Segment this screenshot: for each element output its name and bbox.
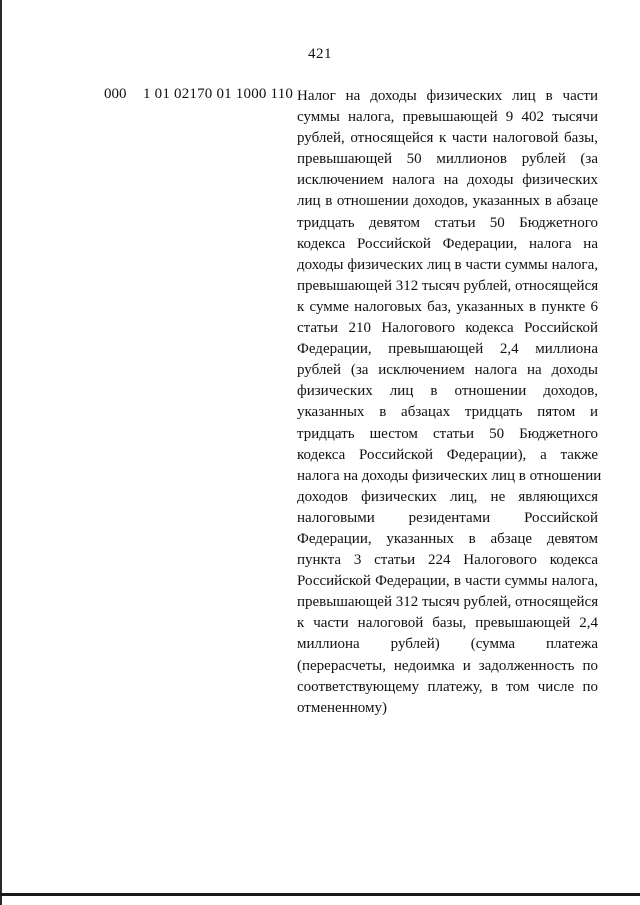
description-line: налога на доходы физических лиц в отношении <box>297 467 602 484</box>
description-line: превышающей 50 миллионов рублей (за <box>297 151 598 168</box>
description-line: доходы физических лиц в части суммы налога, <box>297 256 598 273</box>
description-line: тридцать шестом статьи 50 Бюджетного <box>297 425 598 442</box>
description-line: превышающей 312 тысяч рублей, относящейся <box>297 594 599 611</box>
income-description <box>297 86 602 719</box>
description-line: кодекса Российской Федерации), а также <box>297 446 598 463</box>
description-line: Налог на доходы физических лиц в части <box>297 88 598 104</box>
description-line: миллиона рублей) (сумма платежа <box>297 636 598 653</box>
description-line: рублей (за исключением налога на доходы <box>297 362 598 379</box>
description-line: физических лиц в отношении доходов, <box>297 383 598 400</box>
description-line: доходов физических лиц, не являющихся <box>297 488 598 505</box>
description-line: Федерации, указанных в абзаце девятом <box>297 530 598 547</box>
description-line: превышающей 312 тысяч рублей, относящейся <box>297 277 599 294</box>
description-line: пункта 3 статьи 224 Налогового кодекса <box>297 552 598 569</box>
description-line: отмененному) <box>297 699 387 716</box>
page-number: 421 <box>308 46 332 62</box>
description-line: исключением налога на доходы физических <box>297 172 598 189</box>
description-line: Российской Федерации, в части суммы налога, <box>297 573 598 590</box>
scan-left-edge <box>0 0 2 905</box>
budget-classification-code: 1 01 02170 01 1000 110 <box>143 86 294 102</box>
description-line: рублей, относящейся к части налоговой базы, <box>297 130 598 147</box>
description-line: к части налоговой базы, превышающей 2,4 <box>297 615 598 632</box>
description-line: соответствующему платежу, в том числе по <box>297 678 598 695</box>
administrator-code: 000 <box>104 86 127 102</box>
description-line: указанных в абзацах тридцать пятом и <box>297 404 598 421</box>
description-line: тридцать девятом статьи 50 Бюджетного <box>297 214 598 231</box>
description-line: (перерасчеты, недоимка и задолженность по <box>297 657 598 674</box>
description-line: кодекса Российской Федерации, налога на <box>297 235 598 252</box>
scan-bottom-edge <box>0 893 640 896</box>
description-line: Федерации, превышающей 2,4 миллиона <box>297 341 598 358</box>
description-line: суммы налога, превышающей 9 402 тысячи <box>297 109 598 126</box>
description-line: к сумме налоговых баз, указанных в пункте 6 <box>297 298 598 315</box>
description-line: статьи 210 Налогового кодекса Российской <box>297 320 598 337</box>
description-line: лиц в отношении доходов, указанных в абзаце <box>297 193 598 210</box>
description-line: налоговыми резидентами Российской <box>297 509 598 526</box>
